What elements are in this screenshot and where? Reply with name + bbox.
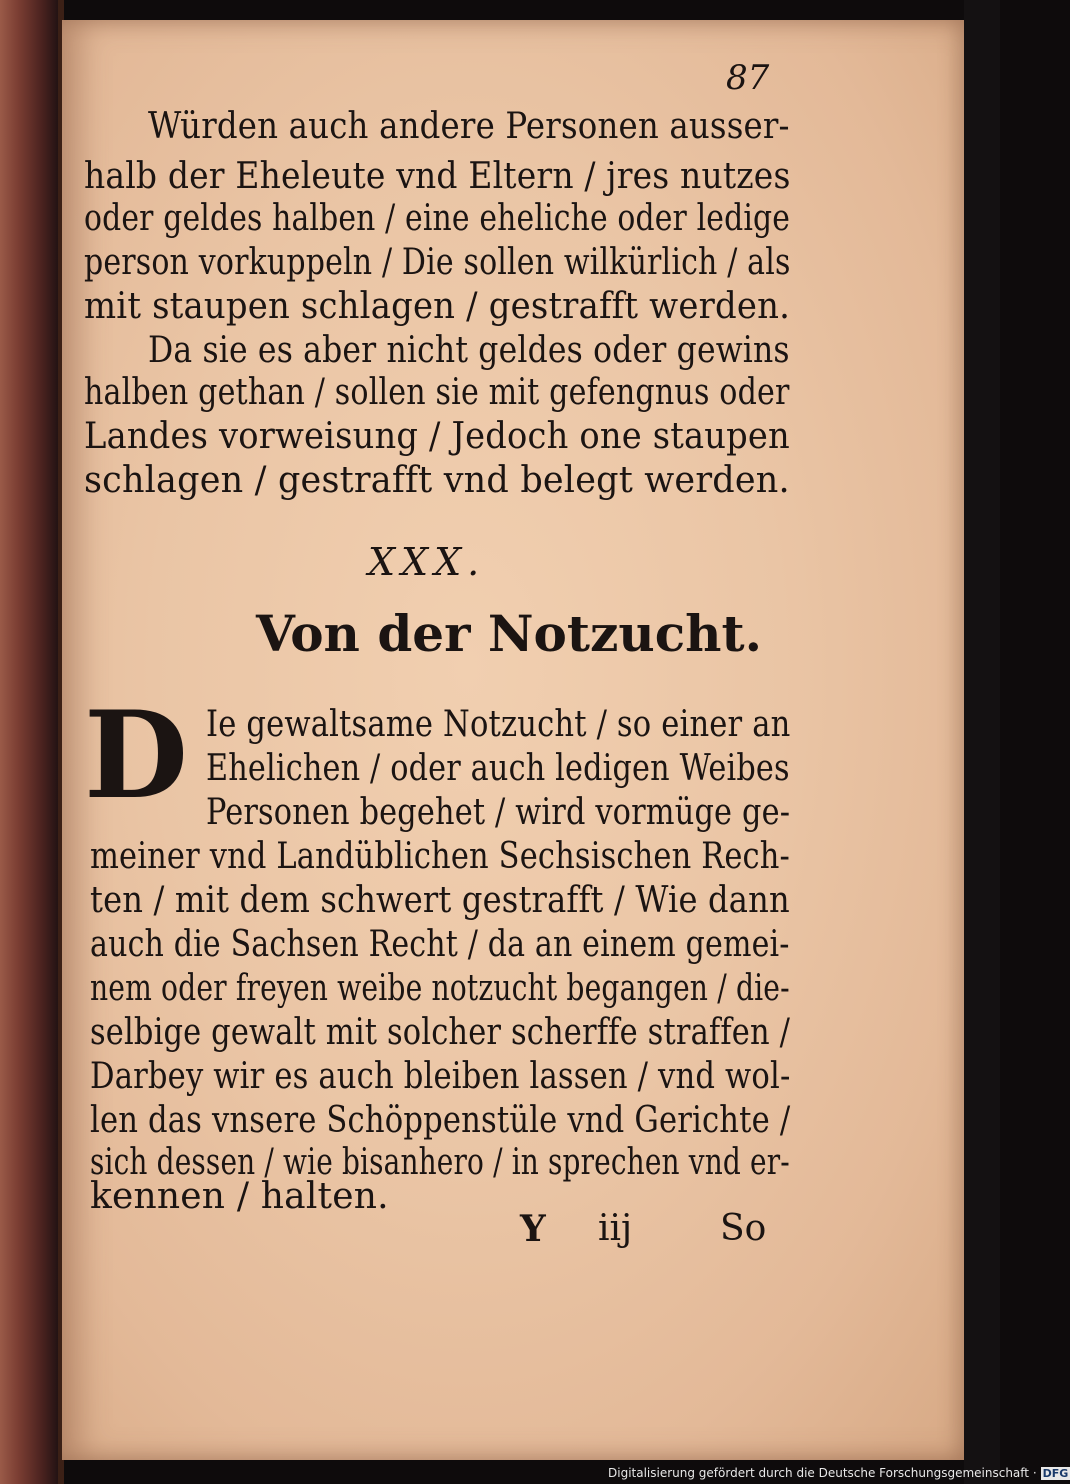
text-line: Darbey wir es auch bleiben lassen / vnd wol- (90, 1056, 791, 1097)
text-line: Ehelichen / oder auch ledigen Weibes (206, 748, 790, 789)
text-line: Würden auch andere Personen ausser- (148, 106, 790, 147)
signature-number: iij (598, 1208, 633, 1249)
catchword: So (720, 1208, 767, 1249)
credit-text: Digitalisierung gefördert durch die Deutsche Forschungsgemeinschaft · (608, 1466, 1037, 1480)
text-line: person vorkuppeln / Die sollen wilkürlich / als (84, 242, 791, 283)
signature-mark: Y (520, 1208, 546, 1250)
text-line: Landes vorweisung / Jedoch one staupen (84, 416, 790, 457)
page-number: 87 (726, 58, 770, 98)
text-line: Ie gewaltsame Notzucht / so einer an (206, 704, 791, 745)
text-line: ten / mit dem schwert gestrafft / Wie dann (90, 880, 790, 921)
text-line: halben gethan / sollen sie mit gefengnus oder (84, 372, 790, 413)
text-line: auch die Sachsen Recht / da an einem gemei- (90, 924, 790, 965)
section-number: XXX. (368, 540, 486, 584)
text-line: nem oder freyen weibe notzucht begangen / die- (90, 968, 790, 1009)
drop-cap: D (84, 685, 189, 826)
text-line: kennen / halten. (90, 1176, 389, 1217)
text-line: schlagen / gestrafft vnd belegt werden. (84, 460, 790, 501)
text-line: Personen begehet / wird vormüge ge- (206, 792, 791, 833)
text-line: selbige gewalt mit solcher scherffe straffen / (90, 1012, 791, 1053)
scan-background (964, 0, 1000, 1484)
text-line: oder geldes halben / eine eheliche oder ledige (84, 198, 791, 239)
section-heading: Von der Notzucht. (256, 604, 763, 663)
digitization-credit (608, 1466, 1070, 1480)
book-cover-edge (0, 0, 60, 1484)
text-line: mit staupen schlagen / gestrafft werden. (84, 286, 791, 327)
text-line: sich dessen / wie bisanhero / in sprechen vnd er- (90, 1142, 790, 1183)
text-line: Da sie es aber nicht geldes oder gewins (148, 330, 790, 371)
text-line: len das vnsere Schöppenstüle vnd Gerichte / (90, 1100, 791, 1141)
text-line: meiner vnd Landüblichen Sechsischen Rech- (90, 836, 791, 877)
text-line: halb der Eheleute vnd Eltern / jres nutzes (84, 156, 791, 197)
dfg-logo: DFG (1042, 1467, 1069, 1480)
